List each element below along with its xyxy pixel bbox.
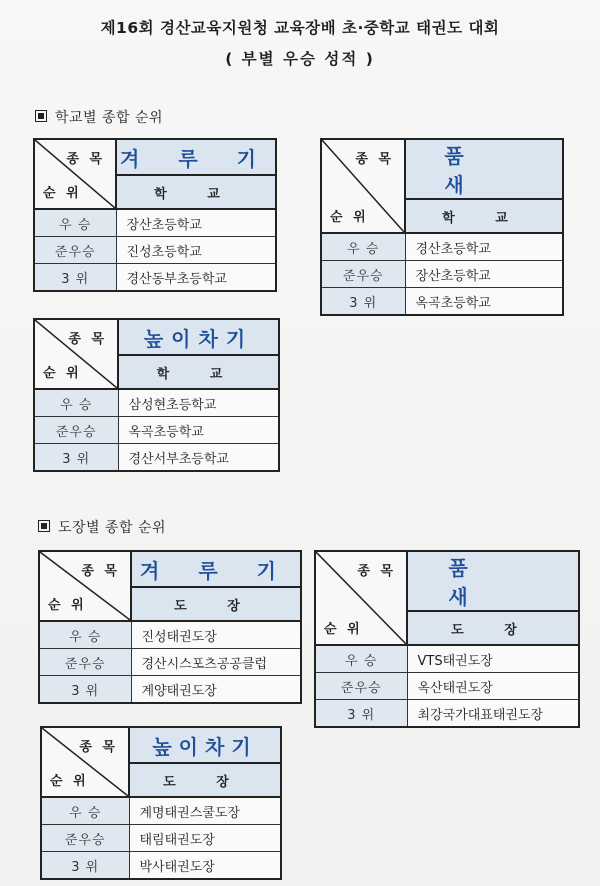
rank-cell: 3 위	[315, 700, 407, 728]
rank-cell: 3 위	[41, 852, 129, 880]
table-school-highkick	[33, 318, 280, 472]
event-name: 높이차기	[118, 319, 279, 355]
header-diagonal-cell	[39, 551, 131, 621]
rank-header-label: 순 위	[330, 210, 369, 225]
rank-cell: 우 승	[41, 797, 129, 825]
header-diagonal-cell	[321, 139, 405, 233]
header-diagonal-cell	[34, 319, 118, 389]
dojang-cell: 계명태권스쿨도장	[129, 797, 281, 825]
event-name: 품 새	[407, 551, 579, 611]
school-cell: 장산초등학교	[405, 261, 563, 288]
event-name: 겨 루 기	[116, 139, 276, 175]
event-header-label: 종 목	[357, 564, 396, 579]
rank-header-label: 순 위	[324, 622, 363, 637]
school-cell: 경산초등학교	[405, 233, 563, 261]
rank-cell: 준우승	[39, 649, 131, 676]
rank-cell: 우 승	[321, 233, 405, 261]
table-dojang-highkick	[40, 726, 282, 880]
rank-header-label: 순 위	[48, 598, 87, 613]
header-diagonal-cell	[41, 727, 129, 797]
school-cell: 장산초등학교	[116, 209, 276, 237]
rank-cell: 준우승	[41, 825, 129, 852]
rank-cell: 우 승	[34, 389, 118, 417]
school-cell: 옥곡초등학교	[405, 288, 563, 316]
section-label: 학교별 종합 순위	[55, 110, 164, 126]
dojang-cell: VTS태권도장	[407, 645, 579, 673]
table-dojang-poomsae	[314, 550, 580, 728]
event-name: 겨 루 기	[131, 551, 301, 587]
header-diagonal-cell	[315, 551, 407, 645]
dojang-cell: 진성태권도장	[131, 621, 301, 649]
school-cell: 옥곡초등학교	[118, 417, 279, 444]
section-heading-school	[35, 107, 163, 127]
school-cell: 경산서부초등학교	[118, 444, 279, 472]
school-cell: 경산동부초등학교	[116, 264, 276, 292]
event-name: 높이차기	[129, 727, 281, 763]
dojang-cell: 계양태권도장	[131, 676, 301, 704]
rank-cell: 3 위	[39, 676, 131, 704]
school-cell: 진성초등학교	[116, 237, 276, 264]
event-header-label: 종 목	[66, 152, 105, 167]
school-cell: 삼성현초등학교	[118, 389, 279, 417]
school-column-header: 학 교	[116, 175, 276, 209]
rank-cell: 준우승	[34, 237, 116, 264]
document-title: 제16회 경산교육지원청 교육장배 초·중학교 태권도 대회	[100, 19, 500, 37]
dojang-column-header: 도 장	[131, 587, 301, 621]
rank-cell: 우 승	[34, 209, 116, 237]
section-label: 도장별 종합 순위	[58, 520, 167, 536]
event-name: 품 새	[405, 139, 563, 199]
table-school-sparring	[33, 138, 277, 292]
square-bullet-icon	[38, 520, 50, 532]
header-diagonal-cell	[34, 139, 116, 209]
rank-cell: 우 승	[315, 645, 407, 673]
dojang-cell: 태림태권도장	[129, 825, 281, 852]
dojang-column-header: 도 장	[407, 611, 579, 645]
table-dojang-sparring	[38, 550, 302, 704]
rank-cell: 준우승	[34, 417, 118, 444]
section-heading-dojang	[38, 517, 166, 537]
dojang-cell: 옥산태권도장	[407, 673, 579, 700]
school-column-header: 학 교	[405, 199, 563, 233]
dojang-cell: 박사태권도장	[129, 852, 281, 880]
rank-header-label: 순 위	[50, 774, 89, 789]
dojang-column-header: 도 장	[129, 763, 281, 797]
square-bullet-icon	[35, 110, 47, 122]
rank-header-label: 순 위	[43, 366, 82, 381]
event-header-label: 종 목	[81, 564, 120, 579]
rank-cell: 우 승	[39, 621, 131, 649]
rank-cell: 3 위	[321, 288, 405, 316]
event-header-label: 종 목	[355, 152, 394, 167]
event-header-label: 종 목	[68, 332, 107, 347]
document-subtitle: ( 부별 우승 성적 )	[225, 50, 375, 68]
event-header-label: 종 목	[79, 740, 118, 755]
school-column-header: 학 교	[118, 355, 279, 389]
rank-cell: 준우승	[315, 673, 407, 700]
rank-header-label: 순 위	[43, 186, 82, 201]
dojang-cell: 경산시스포츠공공클럽	[131, 649, 301, 676]
rank-cell: 준우승	[321, 261, 405, 288]
rank-cell: 3 위	[34, 264, 116, 292]
dojang-cell: 최강국가대표태권도장	[407, 700, 579, 728]
table-school-poomsae	[320, 138, 564, 316]
rank-cell: 3 위	[34, 444, 118, 472]
